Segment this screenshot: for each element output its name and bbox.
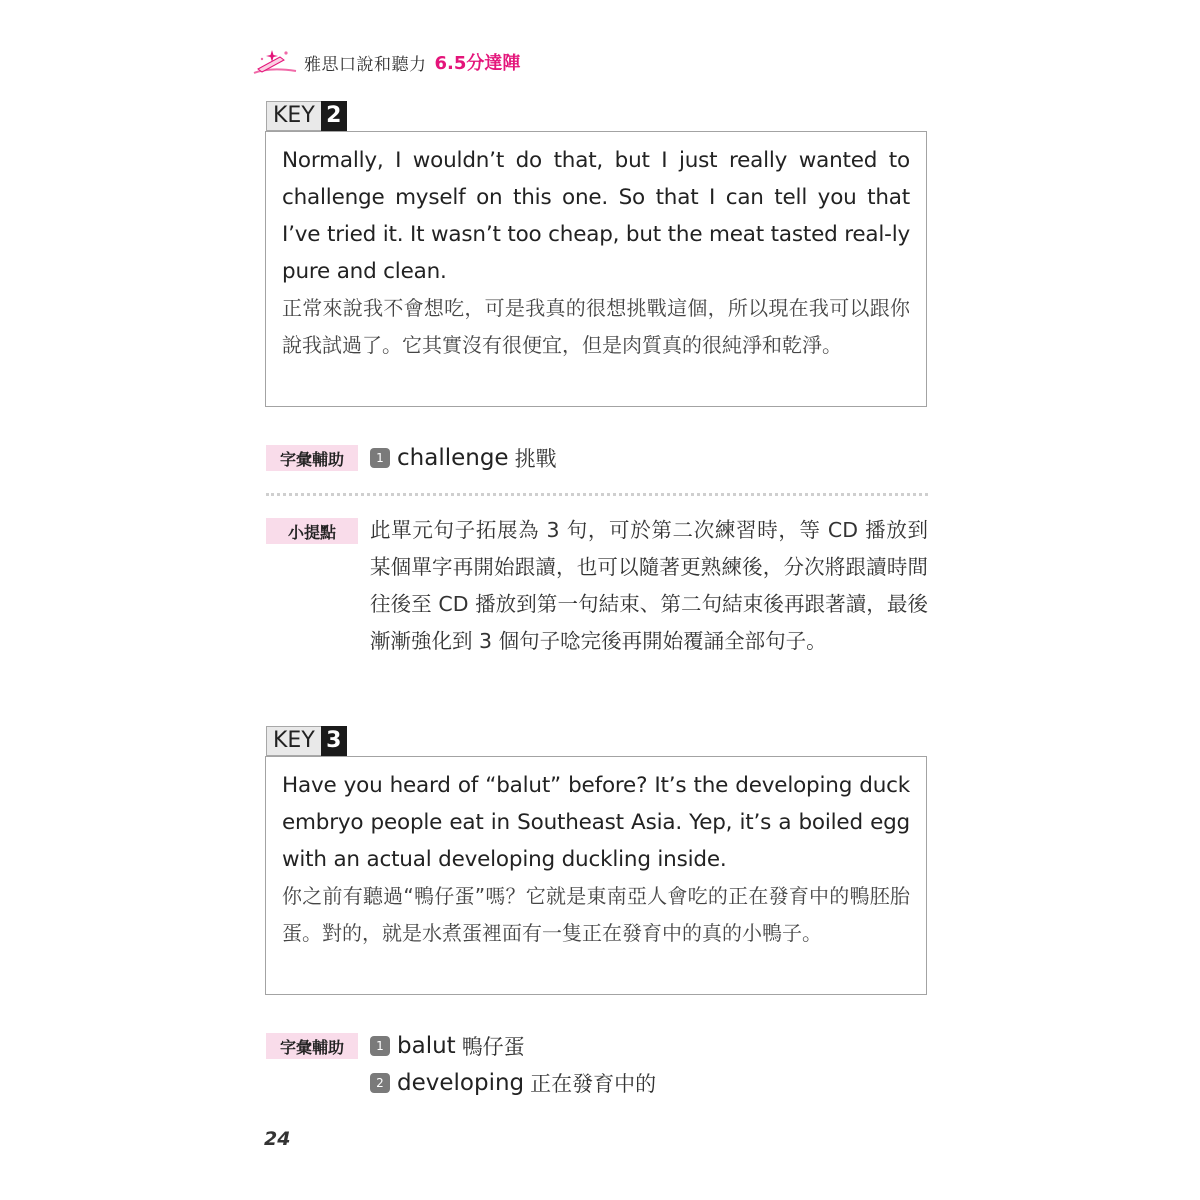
vocab-help-label: 字彙輔助 <box>266 445 358 471</box>
tip-text: 此單元句子拓展為 3 句，可於第二次練習時，等 CD 播放到某個單字再開始跟讀，也可以隨著更熟練後，分次將跟讀時間往後至 CD 播放到第一句結束、第二句結束後再跟著讀，最後漸漸強化到 3 個句子唸完後再開始覆誦全部句子。 <box>370 518 928 653</box>
vocab-word: balut <box>397 1033 456 1059</box>
vocab-definition: 鴨仔蛋 <box>461 1035 525 1059</box>
chinese-translation: 你之前有聽過“鴨仔蛋”嗎？它就是東南亞人會吃的正在發育中的鴨胚胎蛋。對的，就是水煮蛋裡面有一隻正在發育中的真的小鴨子。 <box>282 884 910 945</box>
vocab-definition: 挑戰 <box>514 447 557 471</box>
key-label: KEY <box>266 726 321 756</box>
key-2-sentence-box <box>265 131 927 407</box>
vocab-help-label: 字彙輔助 <box>266 1033 358 1059</box>
vocab-number-badge: 1 <box>370 1036 390 1056</box>
key-number: 3 <box>321 726 347 756</box>
section-divider <box>266 493 928 496</box>
page-number: 24 <box>264 1128 291 1150</box>
chinese-translation: 正常來說我不會想吃，可是我真的很想挑戰這個，所以現在我可以跟你說我試過了。它其實沒有很便宜，但是肉質真的很純淨和乾淨。 <box>282 296 910 357</box>
vocab-item <box>370 441 557 475</box>
key-3-sentence-box <box>265 756 927 995</box>
key-2-tab <box>266 101 347 131</box>
vocab-item <box>370 1029 525 1063</box>
running-header <box>252 46 520 78</box>
key-3-tab <box>266 726 347 756</box>
book-subtitle: 6.5分達陣 <box>434 53 521 74</box>
pen-sparkle-icon <box>252 47 298 77</box>
english-sentence: Normally, I wouldn’t do that, but I just really wanted to challenge myself on this one. So that I can tell you that I’ve tried it. It wasn’t too cheap, but the meat tasted real-ly pure and clean. <box>282 148 910 284</box>
key-number: 2 <box>321 101 347 131</box>
vocab-item <box>370 1066 656 1100</box>
key-label: KEY <box>266 101 321 131</box>
vocab-definition: 正在發育中的 <box>530 1072 657 1096</box>
tip-label: 小提點 <box>266 518 358 544</box>
vocab-word: challenge <box>397 445 509 471</box>
vocab-word: developing <box>397 1070 525 1096</box>
english-sentence: Have you heard of “balut” before? It’s the developing duck embryo people eat in Southeast Asia. Yep, it’s a boiled egg with an actual developing duckling inside. <box>282 773 910 872</box>
vocab-number-badge: 1 <box>370 448 390 468</box>
book-title: 雅思口說和聽力 <box>304 54 427 75</box>
vocab-number-badge: 2 <box>370 1073 390 1093</box>
